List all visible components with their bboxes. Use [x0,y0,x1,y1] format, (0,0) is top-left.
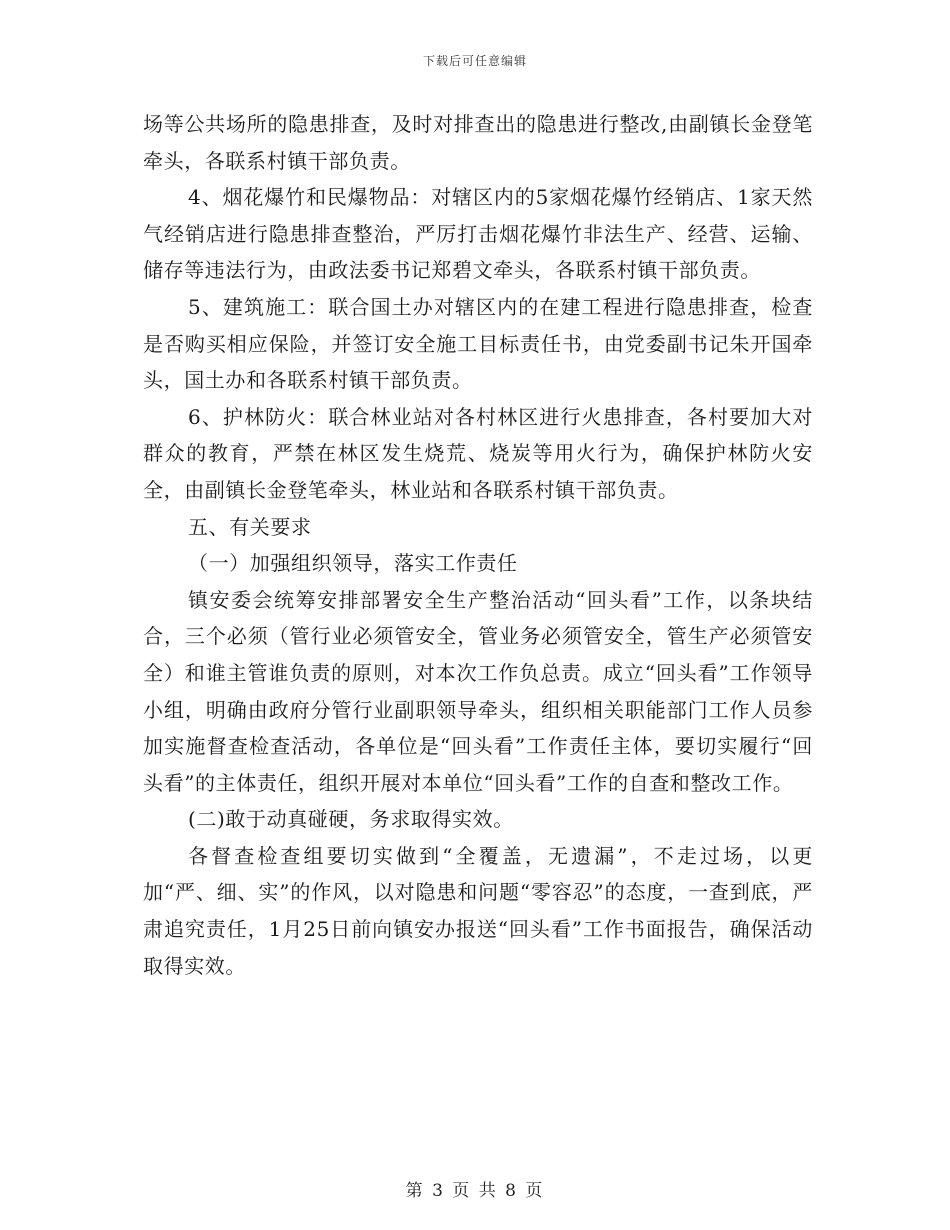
paragraph-subsection-1-body: 镇安委会统筹安排部署安全生产整治活动“回头看”工作，以条块结合，三个必须（管行业必须管安全，管业务必须管安全，管生产必须管安全）和谁主管谁负责的原则，对本次工作负总责。成立“回头看”工作领导小组，明确由政府分管行业副职领导牵头，组织相关职能部门工作人员参加实施督查检查活动，各单位是“回头看”工作责任主体，要切实履行“回头看”的主体责任，组织开展对本单位“回头看”工作的自查和整改工作。 [143,587,813,795]
paragraph-continuation: 场等公共场所的隐患排查，及时对排查出的隐患进行整改,由副镇长金登笔牵头，各联系村镇干部负责。 [143,112,813,173]
section-heading-5: 五、有关要求 [188,514,312,539]
subsection-heading-2: (二)敢于动真碰硬，务求取得实效。 [188,807,514,832]
page-header: 下载后可任意编辑 [422,54,527,68]
paragraph-subsection-2-body: 各督查检查组要切实做到“全覆盖，无遗漏”，不走过场，以更加“严、细、实”的作风，以对隐患和问题“零容忍”的态度，一查到底，严肃追究责任，1月25日前向镇安办报送“回头看”工作书面报告，确保活动取得实效。 [143,843,813,978]
page-number-footer: 第 3 页 共 8 页 [405,1181,545,1201]
paragraph-item-4: 4、烟花爆竹和民爆物品：对辖区内的5家烟花爆竹经销店、1家天然气经销店进行隐患排查整治，严厉打击烟花爆竹非法生产、经营、运输、储存等违法行为，由政法委书记郑碧文牵头，各联系村镇干部负责。 [143,185,813,283]
subsection-heading-1: （一）加强组织领导，落实工作责任 [188,551,518,576]
paragraph-item-6: 6、护林防火：联合林业站对各村林区进行火患排查，各村要加大对群众的教育，严禁在林区发生烧荒、烧炭等用火行为，确保护林防火安全，由副镇长金登笔牵头，林业站和各联系村镇干部负责。 [143,404,813,502]
paragraph-item-5: 5、建筑施工：联合国土办对辖区内的在建工程进行隐患排查，检查是否购买相应保险，并签订安全施工目标责任书，由党委副书记朱开国牵头，国土办和各联系村镇干部负责。 [143,294,813,393]
document-body [143,106,813,984]
